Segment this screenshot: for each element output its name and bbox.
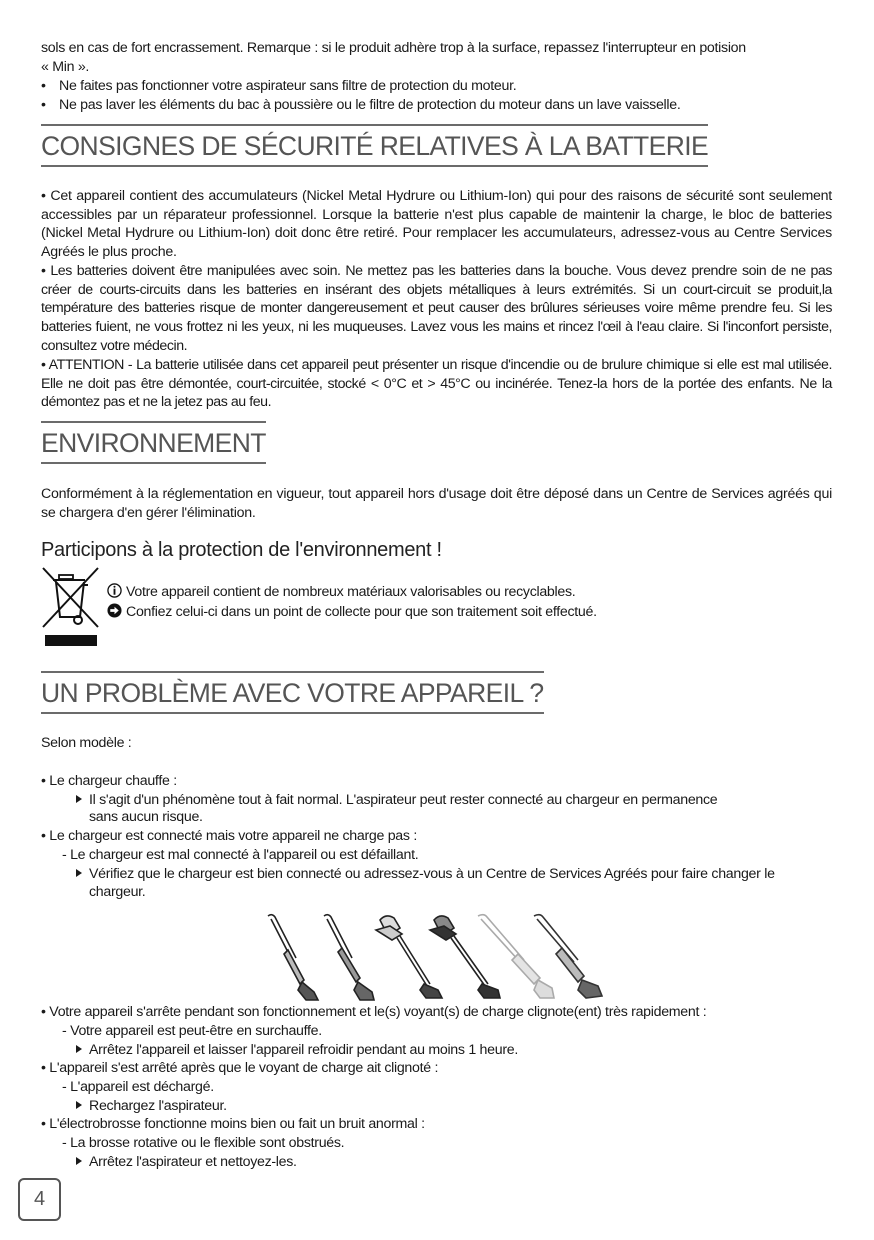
action-text: Vérifiez que le chargeur est bien connecté ou adressez-vous à un Centre de Services Agréés pour faire changer le bbox=[89, 866, 775, 882]
section-heading-problem: UN PROBLÈME AVEC VOTRE APPAREIL ? bbox=[41, 671, 544, 714]
cause-discharged: - L'appareil est déchargé. bbox=[62, 1079, 214, 1095]
intro-bullet-text: Ne pas laver les éléments du bac à poussière ou le filtre de protection du moteur dans un lave vaisselle. bbox=[59, 97, 681, 113]
triangle-bullet-icon bbox=[76, 1045, 82, 1053]
action-check-charger-line-2: chargeur. bbox=[89, 884, 146, 900]
triangle-bullet-icon bbox=[76, 1157, 82, 1165]
triangle-bullet-icon bbox=[76, 869, 82, 877]
page-number-box: 4 bbox=[18, 1178, 61, 1221]
cause-brush-obstructed: - La brosse rotative ou le flexible sont obstrués. bbox=[62, 1135, 345, 1151]
environment-paragraph: Conformément à la réglementation en vigueur, tout appareil hors d'usage doit être déposé dans un Centre de Services agréés qui se chargera d'en gérer l'élimination. bbox=[41, 486, 832, 521]
intro-continuation-line-2: « Min ». bbox=[41, 59, 90, 75]
action-cool-down bbox=[76, 1041, 518, 1060]
intro-bullet-2 bbox=[41, 96, 681, 115]
action-text: Arrêtez l'aspirateur et nettoyez-les. bbox=[89, 1154, 297, 1170]
section-heading-battery: CONSIGNES DE SÉCURITÉ RELATIVES À LA BATTERIE bbox=[41, 124, 708, 167]
symptom-brush-noise: • L'électrobrosse fonctionne moins bien ou fait un bruit anormal : bbox=[41, 1116, 425, 1132]
action-charger-hot bbox=[76, 791, 717, 810]
problem-intro: Selon modèle : bbox=[41, 735, 132, 751]
action-text: Rechargez l'aspirateur. bbox=[89, 1098, 227, 1114]
environment-line-text: Confiez celui-ci dans un point de collecte pour que son traitement soit effectué. bbox=[126, 604, 597, 620]
six-stick-vacuum-models-illustration bbox=[262, 910, 612, 1002]
section-heading-environment: ENVIRONNEMENT bbox=[41, 421, 266, 464]
symptom-not-charging: • Le chargeur est connecté mais votre appareil ne charge pas : bbox=[41, 828, 417, 844]
cause-charger-bad-connection: - Le chargeur est mal connecté à l'appareil ou est défaillant. bbox=[62, 847, 419, 863]
triangle-bullet-icon bbox=[76, 795, 82, 803]
action-recharge bbox=[76, 1097, 227, 1116]
intro-bullet-1 bbox=[41, 77, 516, 96]
info-circle-icon bbox=[107, 583, 122, 598]
triangle-bullet-icon bbox=[76, 1101, 82, 1109]
arrow-circle-right-icon bbox=[107, 603, 122, 618]
battery-paragraph-1: • Cet appareil contient des accumulateurs (Nickel Metal Hydrure ou Lithium-Ion) qui pour des raisons de sécurité sont seulement accessibles par un réparateur professionnel. Lorsque la batterie n'est plus capable de maintenir la charge, le bloc de batteries (Nickel Metal Hydrure ou Lithium-Ion) doit donc être retiré. Pour remplacer les accumulateurs, adressez-vous au Centre Services Agréés le plus proche. bbox=[41, 188, 832, 261]
symptom-stops-leds-blink: • Votre appareil s'arrête pendant son fonctionnement et le(s) voyant(s) de charge clignote(ent) très rapidement : bbox=[41, 1004, 707, 1020]
intro-bullet-text: Ne faites pas fonctionner votre aspirateur sans filtre de protection du moteur. bbox=[59, 78, 517, 94]
action-text: Arrêtez l'appareil et laisser l'appareil refroidir pendant au moins 1 heure. bbox=[89, 1042, 518, 1058]
bullet-dot: • bbox=[41, 97, 46, 113]
environment-subheading: Participons à la protection de l'environnement ! bbox=[41, 539, 442, 561]
crossed-out-wheelie-bin-icon bbox=[40, 565, 102, 647]
symptom-charger-hot: • Le chargeur chauffe : bbox=[41, 773, 177, 789]
battery-paragraph-2: • Les batteries doivent être manipulées avec soin. Ne mettez pas les batteries dans la bouche. Vous devez prendre soin de ne pas créer de courts-circuits dans les batteries en insérant des objets métalliques à leurs extrémités. Si un court-circuit se produit,la température des batteries risque de monter dangereusement et peut causer des brûlures sérieuses voire même prendre feu. Si les batteries fuient, ne vous frottez ni les yeux, ni les muqueuses. Lavez vous les mains et rincez l'œil à l'eau claire. Si l'inconfort persiste, consultez votre médecin. bbox=[41, 263, 832, 354]
symptom-stopped-after-blink: • L'appareil s'est arrêté après que le voyant de charge ait clignoté : bbox=[41, 1060, 439, 1076]
battery-paragraph-3: • ATTENTION - La batterie utilisée dans cet appareil peut présenter un risque d'incendie ou de brulure chimique si elle est mal utilisée. Elle ne doit pas être démontée, court-circuitée, stocké < 0°C et > 45°C ou incinérée. Tenez-la hors de la portée des enfants. Ne la démontez pas et ne la jetez pas au feu. bbox=[41, 357, 832, 411]
environment-line-text: Votre appareil contient de nombreux matériaux valorisables ou recyclables. bbox=[126, 584, 576, 600]
action-check-charger bbox=[76, 865, 775, 884]
environment-line-collection bbox=[107, 603, 597, 622]
bullet-dot: • bbox=[41, 78, 46, 94]
intro-continuation-line-1: sols en cas de fort encrassement. Remarque : si le produit adhère trop à la surface, repassez l'interrupteur en potision bbox=[41, 40, 746, 56]
environment-line-recyclable bbox=[107, 583, 575, 602]
action-charger-hot-line-2: sans aucun risque. bbox=[89, 809, 203, 825]
cause-overheating: - Votre appareil est peut-être en surchauffe. bbox=[62, 1023, 322, 1039]
action-text: Il s'agit d'un phénomène tout à fait normal. L'aspirateur peut rester connecté au chargeur en permanence bbox=[89, 792, 718, 808]
action-clean bbox=[76, 1153, 297, 1172]
